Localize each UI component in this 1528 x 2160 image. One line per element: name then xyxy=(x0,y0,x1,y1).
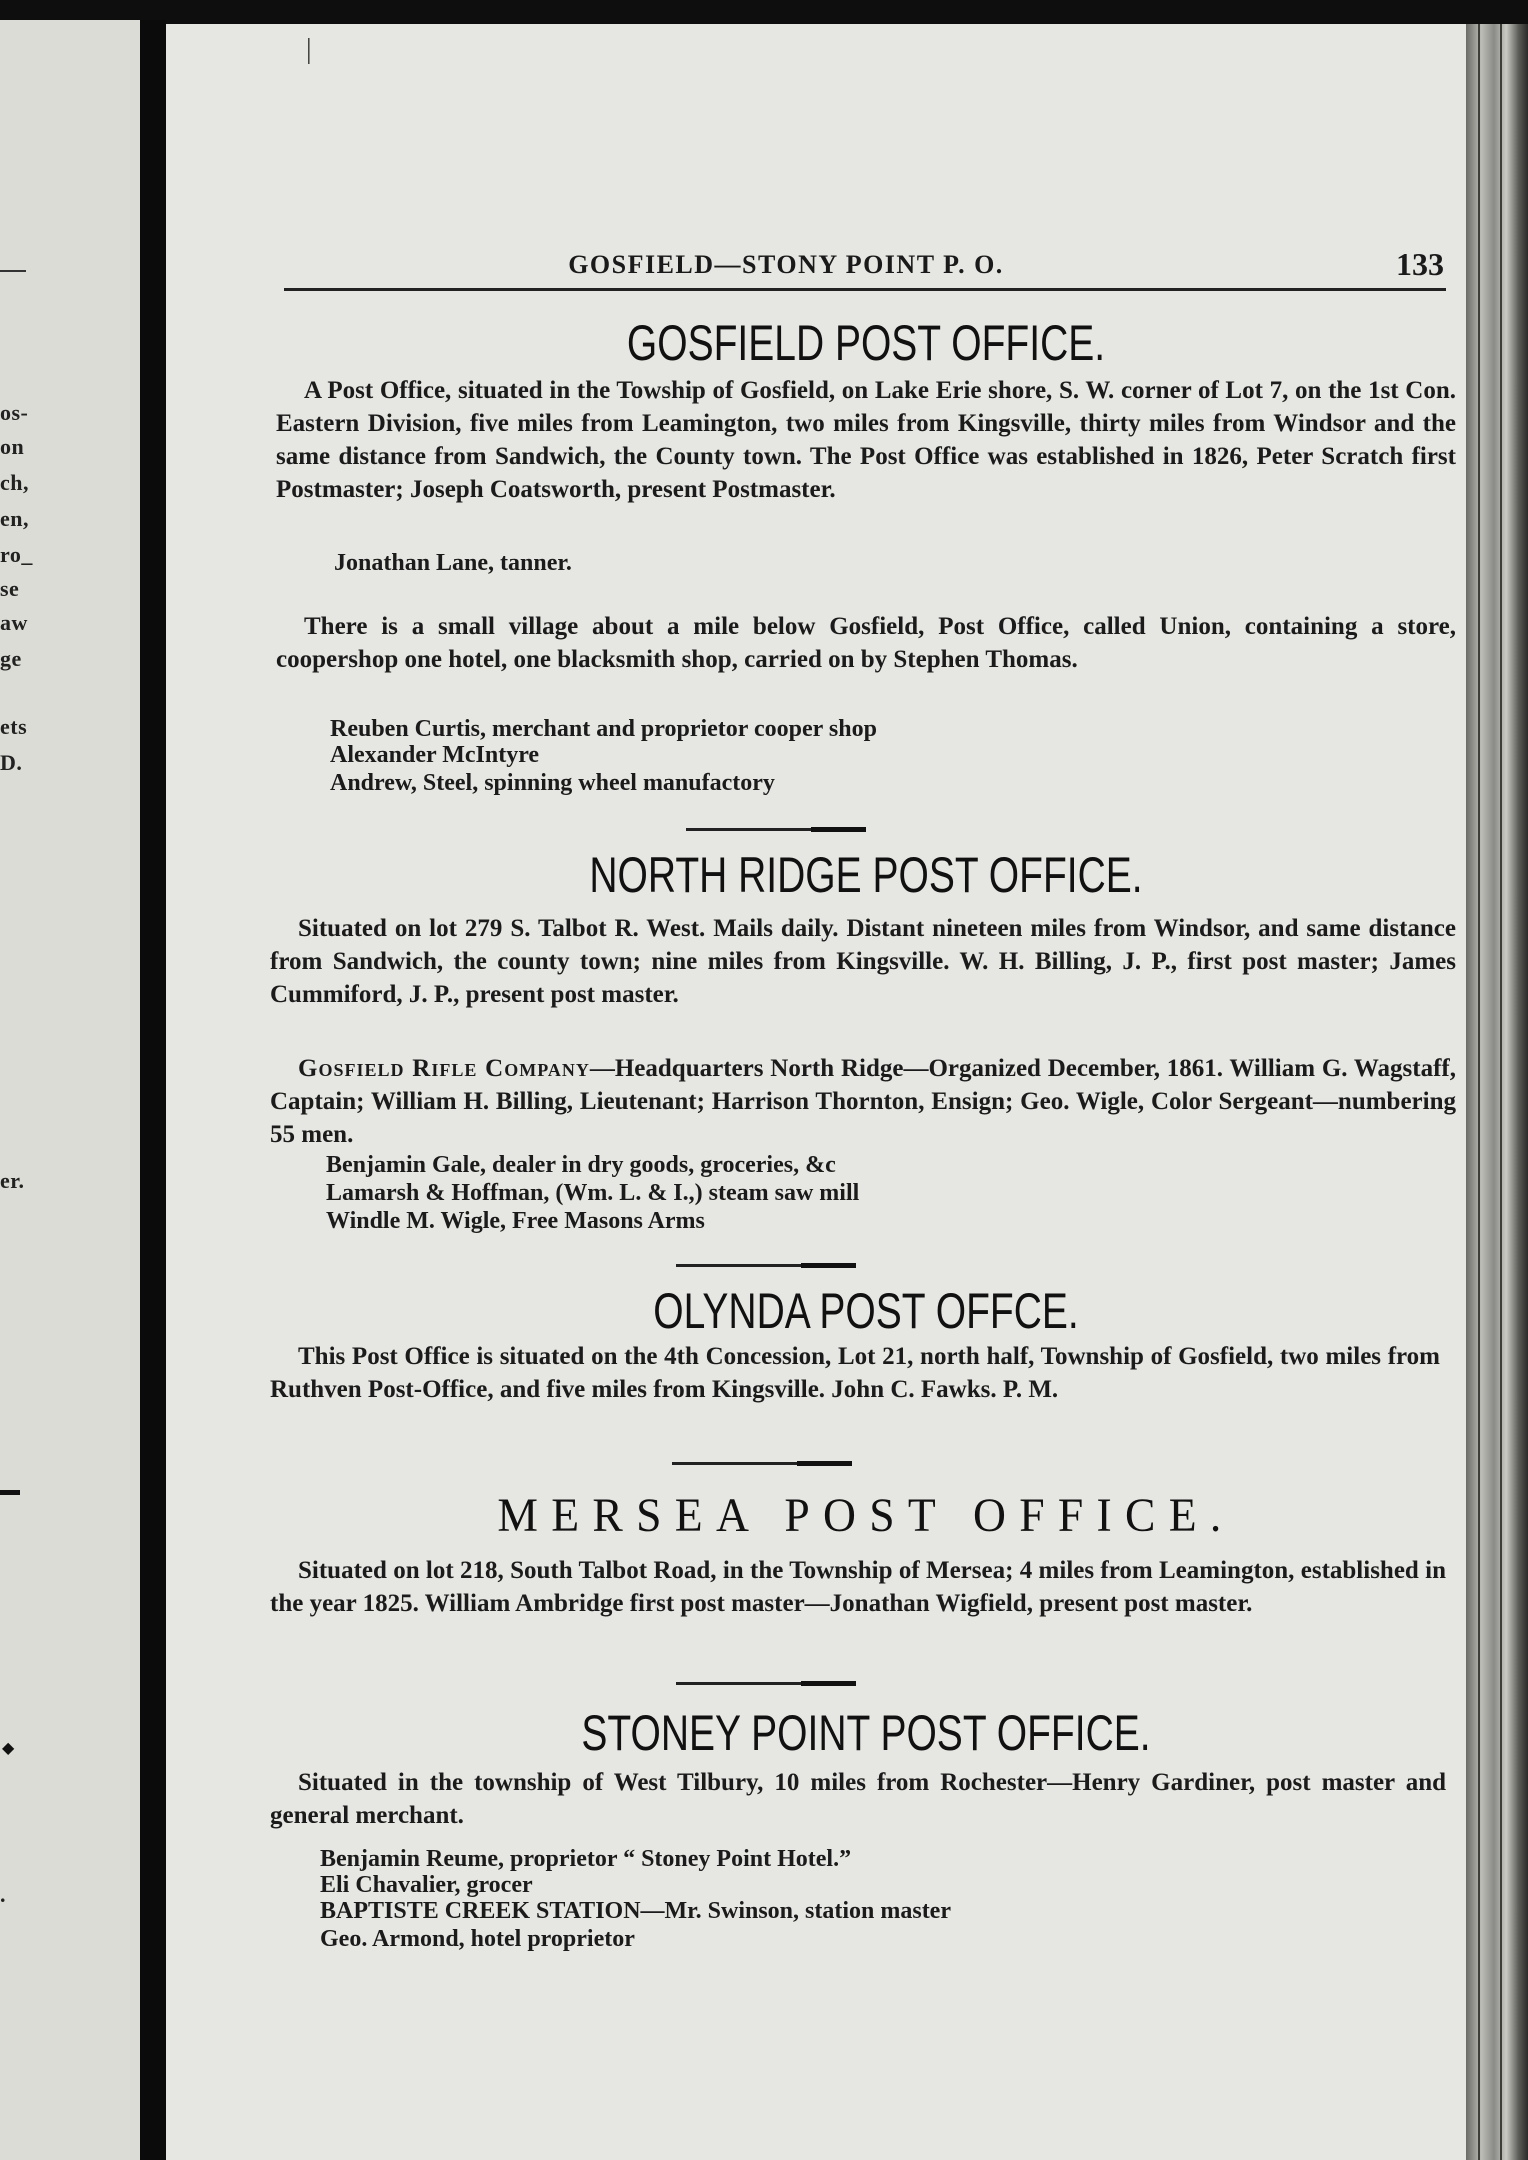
page-edge-stack xyxy=(1466,24,1528,2160)
diamond-icon: ◆ xyxy=(2,1740,15,1757)
running-head-title: GOSFIELD—STONY POINT P. O. xyxy=(568,250,1004,279)
header-rule xyxy=(284,288,1446,291)
section-title-gosfield: GOSFIELD POST OFFICE. xyxy=(626,315,1106,371)
scan-speck: | xyxy=(306,34,312,65)
book-page xyxy=(166,24,1466,2160)
book-gutter xyxy=(140,20,166,2160)
paragraph-mersea-intro: Situated on lot 218, South Talbot Road, in the Township of Mersea; 4 miles from Leamington, established in the year 1825. William Ambridge first post master—Jonathan Wigfield, present post master. xyxy=(270,1557,1446,1617)
section-title-stoney-point: STONEY POINT POST OFFICE. xyxy=(581,1705,1151,1761)
facing-page-rule xyxy=(0,270,26,272)
running-head xyxy=(286,232,1444,292)
facing-page-text: se xyxy=(0,576,20,601)
section-separator xyxy=(676,1682,856,1685)
paragraph-north-ridge-intro: Situated on lot 279 S. Talbot R. West. Mails daily. Distant nineteen miles from Windsor, and same distance from Sandwich, the county town; nine miles from Kingsville. W. H. Billing, J. P., first post master; James Cummiford, J. P., present post master. xyxy=(270,915,1456,1008)
facing-page-text: er. xyxy=(0,1168,25,1193)
paragraph-union-village: There is a small village about a mile below Gosfield, Post Office, called Union, containing a store, coopershop one hotel, one blacksmith shop, carried on by Stephen Thomas. xyxy=(276,613,1456,673)
facing-page-dash xyxy=(0,1490,20,1495)
listing-entry: Windle M. Wigle, Free Masons Arms xyxy=(326,1208,705,1234)
section-title-olynda: OLYNDA POST OFFCE. xyxy=(653,1283,1079,1339)
listing-entry: BAPTISTE CREEK STATION—Mr. Swinson, station master xyxy=(320,1898,951,1924)
page-number: 133 xyxy=(1396,246,1444,282)
rifle-company-name: Gosfield Rifle Company xyxy=(298,1055,590,1082)
listing-entry: Geo. Armond, hotel proprietor xyxy=(320,1926,635,1952)
section-separator xyxy=(686,828,866,831)
facing-page-text: en, xyxy=(0,506,29,531)
section-title-north-ridge: NORTH RIDGE POST OFFICE. xyxy=(589,847,1143,903)
listing-entry: Lamarsh & Hoffman, (Wm. L. & I.,) steam saw mill xyxy=(326,1180,860,1206)
paragraph-olynda-intro: This Post Office is situated on the 4th Concession, Lot 21, north half, Township of Gosfield, two miles from Ruthven Post-Office, and five miles from Kingsville. John C. Fawks. P. M. xyxy=(270,1343,1440,1403)
listing-entry: Jonathan Lane, tanner. xyxy=(334,550,572,576)
section-separator xyxy=(676,1264,856,1267)
facing-page-text: ch, xyxy=(0,470,29,495)
listing-entry: Andrew, Steel, spinning wheel manufactory xyxy=(330,770,775,796)
facing-page-fragment xyxy=(0,20,140,2160)
listing-entry: Reuben Curtis, merchant and proprietor cooper shop xyxy=(330,716,877,742)
paragraph-gosfield-intro: A Post Office, situated in the Towship of Gosfield, on Lake Erie shore, S. W. corner of Lot 7, on the 1st Con. Eastern Division, five miles from Leamington, two miles from Kingsville, thirty miles from Windsor and the same distance from Sandwich, the County town. The Post Office was established in 1826, Peter Scratch first Postmaster; Joseph Coatsworth, present Postmaster. xyxy=(276,377,1456,503)
facing-page-text: ge xyxy=(0,646,22,671)
listing-entry: Benjamin Gale, dealer in dry goods, groceries, &c xyxy=(326,1152,836,1178)
facing-page-text: os- xyxy=(0,400,29,425)
page-edge-line xyxy=(1478,24,1480,2160)
facing-page-text: aw xyxy=(0,610,28,635)
facing-page-text: ets xyxy=(0,714,28,739)
listing-entry: Benjamin Reume, proprietor “ Stoney Point Hotel.” xyxy=(320,1846,852,1872)
section-title-mersea: MERSEA POST OFFICE. xyxy=(497,1489,1235,1542)
paragraph-rifle-company xyxy=(270,1052,1456,1151)
facing-page-text: . xyxy=(0,1882,6,1907)
facing-page-text: ro_ xyxy=(0,542,33,567)
facing-page-text: D. xyxy=(0,750,23,775)
listing-entry: Alexander McIntyre xyxy=(330,742,540,768)
rifle-company-text: —Headquarters North Ridge—Organized December, 1861. William G. Wagstaff, Captain; William H. Billing, Lieutenant; Harrison Thornton, Ensign; Geo. Wigle, Color Sergeant—numbering 55 men. xyxy=(270,1055,1456,1148)
section-separator xyxy=(672,1462,852,1465)
paragraph-stoney-point-intro: Situated in the township of West Tilbury, 10 miles from Rochester—Henry Gardiner, post master and general merchant. xyxy=(270,1769,1446,1829)
facing-page-text: on xyxy=(0,434,25,459)
listing-entry: Eli Chavalier, grocer xyxy=(320,1872,533,1898)
page-edge-line xyxy=(1500,24,1502,2160)
